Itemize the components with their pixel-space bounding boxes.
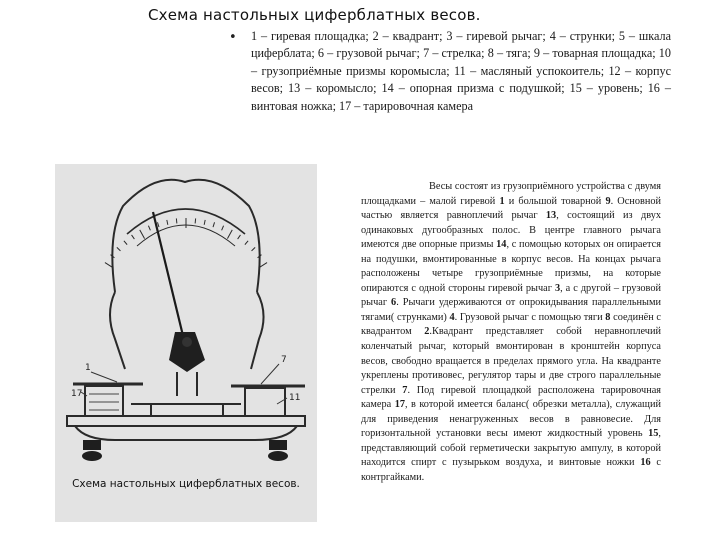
description-fragment: с контргайками. [361, 457, 661, 483]
part-number: 8 [605, 311, 611, 323]
part-number: 1 [499, 195, 505, 207]
dial-tick [176, 218, 177, 223]
description-fragment: . Грузовой рычаг с помощью тяги [454, 311, 606, 323]
description-fragment: .Квадрант представляет собой неравноплечий коленчатый рычаг, который вмонтирован в кронштейн корпуса весов, свободно вращается в пределах прямого угла. На квадранте укреплены противовес, регулятор тары и две строго параллельные стрелки [361, 326, 661, 396]
dial-tick [140, 230, 145, 239]
part-number: 13 [545, 210, 557, 222]
dial-tick [245, 241, 248, 245]
dial-tick [157, 222, 158, 227]
description-fragment: соединён с квадрантом [361, 311, 661, 338]
description-fragment: , представляющий собой герметически закрытую ампулу, в которой находится спирт с пузырьком воздуха, и винтовые ножки [361, 428, 661, 469]
description-fragment: . Рычаги удерживаются от опрокидывания параллельными тягами( струнками) [361, 297, 661, 323]
description-fragment: . Под гиревой площадкой расположена тарировочная камера [361, 384, 662, 411]
label-17: 17 [71, 389, 83, 399]
dial-tick [204, 220, 205, 225]
label-7: 7 [281, 355, 287, 365]
dial-tick [132, 235, 135, 239]
label-1: 1 [85, 363, 91, 373]
part-number: 4 [449, 311, 455, 323]
part-number: 15 [648, 428, 659, 440]
scale-diagram-figure [55, 164, 317, 522]
part-number: 7 [402, 384, 408, 396]
dial-tick [213, 222, 214, 227]
dial-ticks [105, 218, 267, 268]
description-fragment: , а с другой – грузовой рычаг [361, 282, 661, 309]
dial-tick [238, 235, 241, 239]
description-text [361, 180, 661, 485]
legend-text: 1 – гиревая площадка; 2 – квадрант; 3 – гиревой рычаг; 4 – струнки; 5 – шкала циферблата; 6 – грузовой рычаг; 7 – стрелка; 8 – тяга; 9 – товарная площадка; 10 – грузоприёмные призмы коромысла; 11 – масляный успокоитель; 12 – корпус весов; 13 – коромысло; 14 – опорная призма с подушкой; 15 – уровень; 16 – винтовая ножка; 17 – тарировочная камера [251, 29, 671, 113]
screw-foot-right [269, 440, 287, 450]
slide-title: Схема настольных циферблатных весов. [148, 6, 481, 24]
dial-tick [222, 226, 224, 231]
dial-tick [124, 241, 127, 245]
bullet-marker: • [229, 30, 237, 45]
description-fragment: , состоящий из двух одинаковых дугообразных полос. В центре главного рычага имеются две опорные призмы [361, 210, 662, 251]
dial-tick [195, 218, 196, 223]
part-number: 17 [394, 399, 405, 411]
description-fragment: , с помощью которых он опирается на подушки, вмонтированные в корпус весов. На концах рычага расположены четыре грузоприёмные призмы, на которые опираются с одной стороны гиревой рычаг [361, 239, 661, 294]
screw-foot-left [83, 440, 101, 450]
dial-tick [252, 247, 256, 250]
tare-chamber [85, 386, 123, 416]
label-11: 11 [289, 393, 301, 403]
figure-caption: Схема настольных циферблатных весов. [72, 478, 300, 490]
description-body [361, 181, 661, 483]
dial-tick [167, 220, 168, 225]
scale-diagram [55, 164, 317, 474]
description-fragment: , в которой имеется баланс( обрезки металла), служащий для приведения ненагруженных весов в равновесие. Для горизонтальной установки весы имеют жидкостный уровень [361, 399, 661, 440]
part-number: 6 [391, 297, 397, 309]
dial-tick [148, 226, 150, 231]
description-fragment: и большой товарной [504, 195, 606, 207]
pointer-arrow [153, 212, 185, 344]
part-number: 14 [496, 239, 507, 251]
part-number: 3 [554, 282, 561, 294]
part-number: 9 [605, 195, 611, 207]
part-number: 2 [424, 326, 430, 338]
part-number: 16 [640, 457, 651, 469]
description-fragment: Весы состоят из грузоприёмного устройства с двумя площадками – малой гиревой [361, 181, 661, 207]
dial-housing [112, 180, 259, 292]
dial-tick [227, 230, 232, 239]
dial-tick [117, 247, 121, 250]
description-fragment: . Основной частью является равноплечий рычаг [361, 195, 661, 222]
